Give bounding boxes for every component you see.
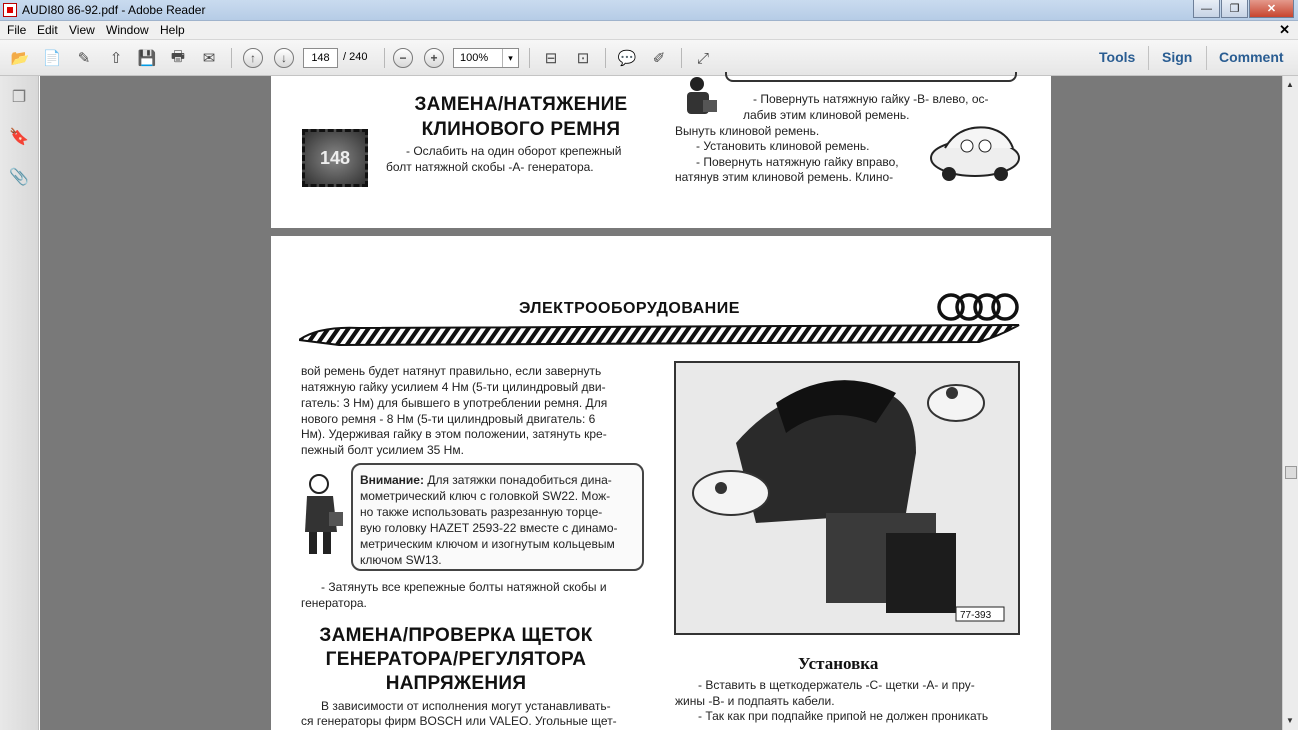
text-line: натяжную гайку усилием 4 Нм (5-ти цилиндровый дви- (301, 380, 606, 394)
warning-text-line: метрическим ключом и изогнутым кольцевым (360, 537, 615, 551)
scroll-up-icon[interactable]: ▲ (1286, 80, 1294, 89)
menu-window[interactable]: Window (106, 23, 149, 37)
window-controls (1193, 0, 1294, 18)
toolbar-separator (681, 48, 682, 68)
section-heading: ЗАМЕНА/ПРОВЕРКА ЩЕТОК (319, 625, 593, 646)
open-icon[interactable]: 📂 (10, 50, 30, 67)
warning-label: Внимание: (360, 473, 424, 487)
previous-page-button[interactable]: ↑ (243, 48, 263, 68)
zoom-value: 100% (460, 52, 489, 64)
sticky-note-icon[interactable]: 💬 (617, 50, 637, 67)
mechanic-illustration (299, 472, 345, 558)
text-line: - Так как при подпайке припой не должен проникать (698, 709, 989, 723)
sign-button[interactable]: Sign (1162, 49, 1193, 65)
text-line: - Затянуть все крепежные болты натяжной скобы и (321, 580, 607, 594)
bookmarks-icon[interactable]: 🔖 (9, 129, 29, 146)
page-stamp: 148 (302, 129, 368, 187)
voltage-regulator-image (676, 363, 1018, 633)
section-header: ЭЛЕКТРООБОРУДОВАНИЕ (519, 300, 740, 317)
warning-text-line: но также использовать разрезанную торце- (360, 505, 603, 519)
create-pdf-icon[interactable]: 📄 (42, 50, 62, 67)
toolbar-separator (529, 48, 530, 68)
section-heading: ГЕНЕРАТОРА/РЕГУЛЯТОРА (325, 649, 587, 670)
fit-page-icon[interactable]: ⊟ (544, 50, 558, 67)
menu-bar (0, 21, 1298, 40)
toolbar-separator (605, 48, 606, 68)
pdf-page-147 (271, 76, 1051, 228)
cartoon-car-illustration (929, 118, 1021, 182)
text-line: - Ослабить на один оборот крепежный (406, 144, 622, 158)
mechanic-illustration (675, 76, 721, 120)
comment-button[interactable]: Comment (1219, 49, 1284, 65)
maximize-button[interactable]: ❐ (1221, 0, 1248, 18)
fullscreen-icon[interactable]: ⤢ (696, 49, 709, 67)
menu-help[interactable]: Help (160, 23, 185, 37)
decorative-stripe-band (299, 324, 1023, 346)
text-line: гатель: 3 Нм) для бывшего в употреблении ремня. Для (301, 396, 608, 410)
regulator-photo (674, 361, 1020, 635)
page-thumbnails-icon[interactable]: ❐ (11, 89, 27, 106)
text-line: генератора. (301, 596, 367, 610)
toolbar (0, 40, 1298, 76)
text-line: пежный болт усилием 35 Нм. (301, 443, 464, 457)
window-title: AUDI80 86-92.pdf - Adobe Reader (22, 3, 206, 17)
page-count: / 240 (343, 51, 368, 63)
text-line: ся генераторы фирм BOSCH или VALEO. Угольные щет- (301, 714, 617, 728)
menu-file[interactable]: File (7, 23, 27, 37)
text-line: - Установить клиновой ремень. (696, 139, 870, 153)
text-line: Вынуть клиновой ремень. (675, 124, 820, 138)
text-line: Нм). Удерживая гайку в этом положении, затянуть кре- (301, 427, 607, 441)
adobe-reader-icon (3, 3, 17, 17)
text-line: - Вставить в щеткодержатель -С- щетки -А- и пру- (698, 678, 975, 692)
scroll-thumb[interactable] (1285, 466, 1297, 479)
text-line: лабив этим клиновой ремень. (743, 108, 910, 122)
toolbar-separator (1206, 46, 1207, 70)
toolbar-separator (231, 48, 232, 68)
text-line: жины -В- и подпаять кабели. (675, 694, 835, 708)
save-icon[interactable]: 💾 (137, 50, 157, 67)
text-line: - Повернуть натяжную гайку вправо, (696, 155, 899, 169)
navigation-panel (0, 76, 39, 730)
upload-icon[interactable]: ⇧ (109, 50, 123, 67)
text-line: болт натяжной скобы -А- генератора. (386, 160, 594, 174)
install-title: Установка (798, 654, 879, 673)
zoom-select[interactable] (453, 48, 519, 68)
tools-button[interactable]: Tools (1099, 49, 1136, 65)
edit-icon[interactable]: ✎ (77, 50, 91, 67)
close-window-button[interactable]: ✕ (1249, 0, 1294, 18)
text-line: натянув этим клиновой ремень. Клино- (675, 170, 894, 184)
warning-text-line: мометрический ключ с головкой SW22. Мож- (360, 489, 611, 503)
chevron-down-icon[interactable]: ▾ (502, 49, 518, 67)
highlight-icon[interactable]: ✐ (652, 50, 666, 67)
figure-code: 77-393 (960, 610, 992, 621)
text-line: вой ремень будет натянут правильно, если завернуть (301, 364, 602, 378)
warning-text-line: ключом SW13. (360, 553, 442, 567)
email-icon[interactable]: ✉ (202, 50, 216, 67)
print-icon[interactable]: 🖶 (170, 47, 186, 65)
pdf-page-148 (271, 236, 1051, 730)
warning-first-line: Для затяжки понадобиться дина- (423, 473, 612, 487)
attachments-icon[interactable]: 📎 (9, 169, 29, 186)
section-heading: НАПРЯЖЕНИЯ (385, 673, 527, 694)
warning-box (351, 463, 644, 571)
page-heading: КЛИНОВОГО РЕМНЯ (421, 119, 621, 140)
menu-edit[interactable]: Edit (37, 23, 58, 37)
callout-box (725, 72, 1017, 82)
menu-view[interactable]: View (69, 23, 95, 37)
title-bar (0, 0, 1298, 21)
text-line: нового ремня - 8 Нм (5-ти цилиндровый двигатель: 6 (301, 412, 596, 426)
fit-width-icon[interactable]: ⊡ (576, 50, 590, 67)
text-line: - Повернуть натяжную гайку -В- влево, ос- (753, 92, 989, 106)
next-page-button[interactable]: ↓ (274, 48, 294, 68)
minimize-button[interactable]: — (1193, 0, 1220, 18)
toolbar-separator (384, 48, 385, 68)
page-number-input[interactable]: 148 (303, 48, 338, 68)
zoom-out-button[interactable]: − (393, 48, 413, 68)
audi-logo (935, 291, 1023, 323)
page-heading: ЗАМЕНА/НАТЯЖЕНИЕ (414, 94, 628, 115)
warning-text-line: вую головку HAZET 2593-22 вместе с динамо- (360, 521, 618, 535)
warning-text-line (360, 472, 612, 488)
vertical-scrollbar[interactable] (1282, 76, 1298, 730)
close-document-icon[interactable]: ✕ (1279, 22, 1290, 37)
zoom-in-button[interactable]: + (424, 48, 444, 68)
text-line: В зависимости от исполнения могут устанавливать- (321, 699, 611, 713)
toolbar-separator (1148, 46, 1149, 70)
scroll-down-icon[interactable]: ▼ (1286, 716, 1294, 725)
